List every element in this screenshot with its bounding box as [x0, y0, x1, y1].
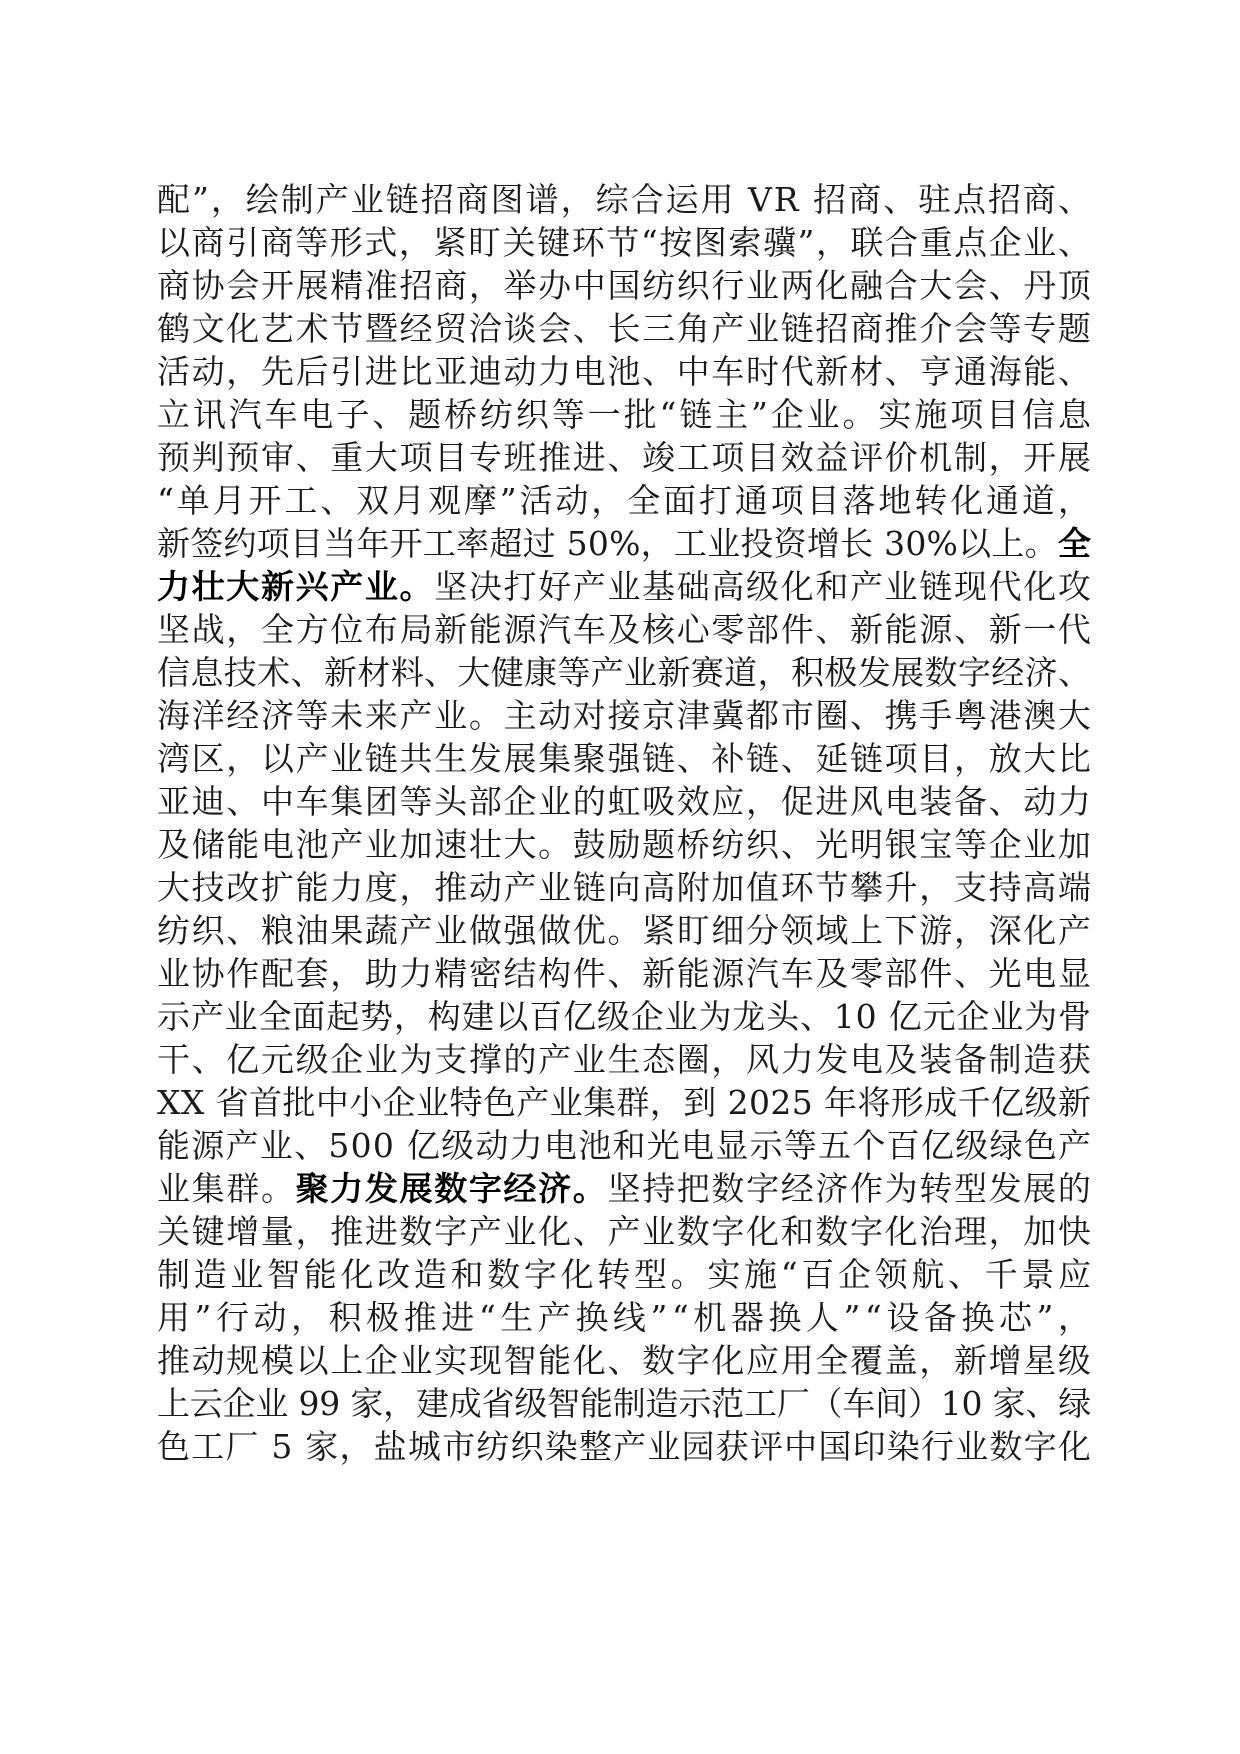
text-line [157, 565, 1091, 608]
text-line: 预判预审、重大项目专班推进、竣工项目效益评价机制，开展 [157, 438, 1093, 477]
text-line: “单月开工、双月观摩”活动，全面打通项目落地转化通道， [157, 481, 1094, 520]
text-line: 坚战，全方位布局新能源汽车及核心零部件、新能源、新一代 [157, 610, 1093, 649]
bold-heading: 力壮大新兴产业。 [157, 567, 435, 606]
text-line: 鹤文化艺术节暨经贸洽谈会、长三角产业链招商推介会等专题 [157, 309, 1093, 348]
text-line: 海洋经济等未来产业。主动对接京津冀都市圈、携手粤港澳大 [157, 696, 1093, 735]
text-line: 湾区，以产业链共生发展集聚强链、补链、延链项目，放大比 [157, 739, 1093, 778]
text-line: 能源产业、500 亿级动力电池和光电显示等五个百亿级绿色产 [157, 1126, 1093, 1165]
text-line: 干、亿元级企业为支撑的产业生态圈，风力发电及装备制造获 [157, 1040, 1093, 1079]
text-line: 示产业全面起势，构建以百亿级企业为龙头、10 亿元企业为骨 [157, 997, 1092, 1036]
text-line: XX 省首批中小企业特色产业集群，到 2025 年将形成千亿级新 [157, 1083, 1092, 1122]
text-line [157, 1167, 1091, 1210]
text-line [157, 522, 1091, 565]
bold-heading: 聚力发展数字经济。 [295, 1169, 608, 1208]
bold-heading-start: 全 [1057, 524, 1092, 563]
document-body [157, 178, 1096, 1468]
text-line: 纺织、粮油果蔬产业做强做优。紧盯细分领域上下游，深化产 [157, 911, 1093, 950]
text-run: 业集群。 [157, 1169, 296, 1208]
text-line: 活动，先后引进比亚迪动力电池、中车时代新材、亨通海能、 [157, 352, 1093, 391]
text-line: 信息技术、新材料、大健康等产业新赛道，积极发展数字经济、 [157, 653, 1092, 692]
text-line: 制造业智能化改造和数字化转型。实施“百企领航、千景应 [157, 1255, 1095, 1294]
text-line: 关键增量，推进数字产业化、产业数字化和数字化治理，加快 [157, 1212, 1093, 1251]
text-run: 新签约项目当年开工率超过 50%，工业投资增长 30%以上。 [157, 524, 1058, 563]
text-line: 及储能电池产业加速壮大。鼓励题桥纺织、光明银宝等企业加 [157, 825, 1093, 864]
text-line: 用”行动，积极推进“生产换线”“机器换人”“设备换芯”， [157, 1298, 1096, 1337]
text-line: 色工厂 5 家，盐城市纺织染整产业园获评中国印染行业数字化 [157, 1427, 1093, 1466]
text-run: 坚决打好产业基础高级化和产业链现代化攻 [434, 567, 1093, 606]
text-line: 大技改扩能力度，推动产业链向高附加值环节攀升，支持高端 [157, 868, 1093, 907]
text-line: 推动规模以上企业实现智能化、数字化应用全覆盖，新增星级 [157, 1341, 1093, 1380]
text-line: 立讯汽车电子、题桥纺织等一批“链主”企业。实施项目信息 [157, 395, 1094, 434]
text-line: 上云企业 99 家，建成省级智能制造示范工厂（车间）10 家、绿 [157, 1384, 1091, 1423]
text-line: 商协会开展精准招商，举办中国纺织行业两化融合大会、丹顶 [157, 266, 1093, 305]
text-line: 以商引商等形式，紧盯关键环节“按图索骥”，联合重点企业、 [157, 223, 1093, 262]
text-line: 亚迪、中车集团等头部企业的虹吸效应，促进风电装备、动力 [157, 782, 1093, 821]
text-run: 坚持把数字经济作为转型发展的 [607, 1169, 1093, 1208]
text-line: 业协作配套，助力精密结构件、新能源汽车及零部件、光电显 [157, 954, 1093, 993]
text-line: 配”，绘制产业链招商图谱，综合运用 VR 招商、驻点招商、 [157, 180, 1093, 219]
